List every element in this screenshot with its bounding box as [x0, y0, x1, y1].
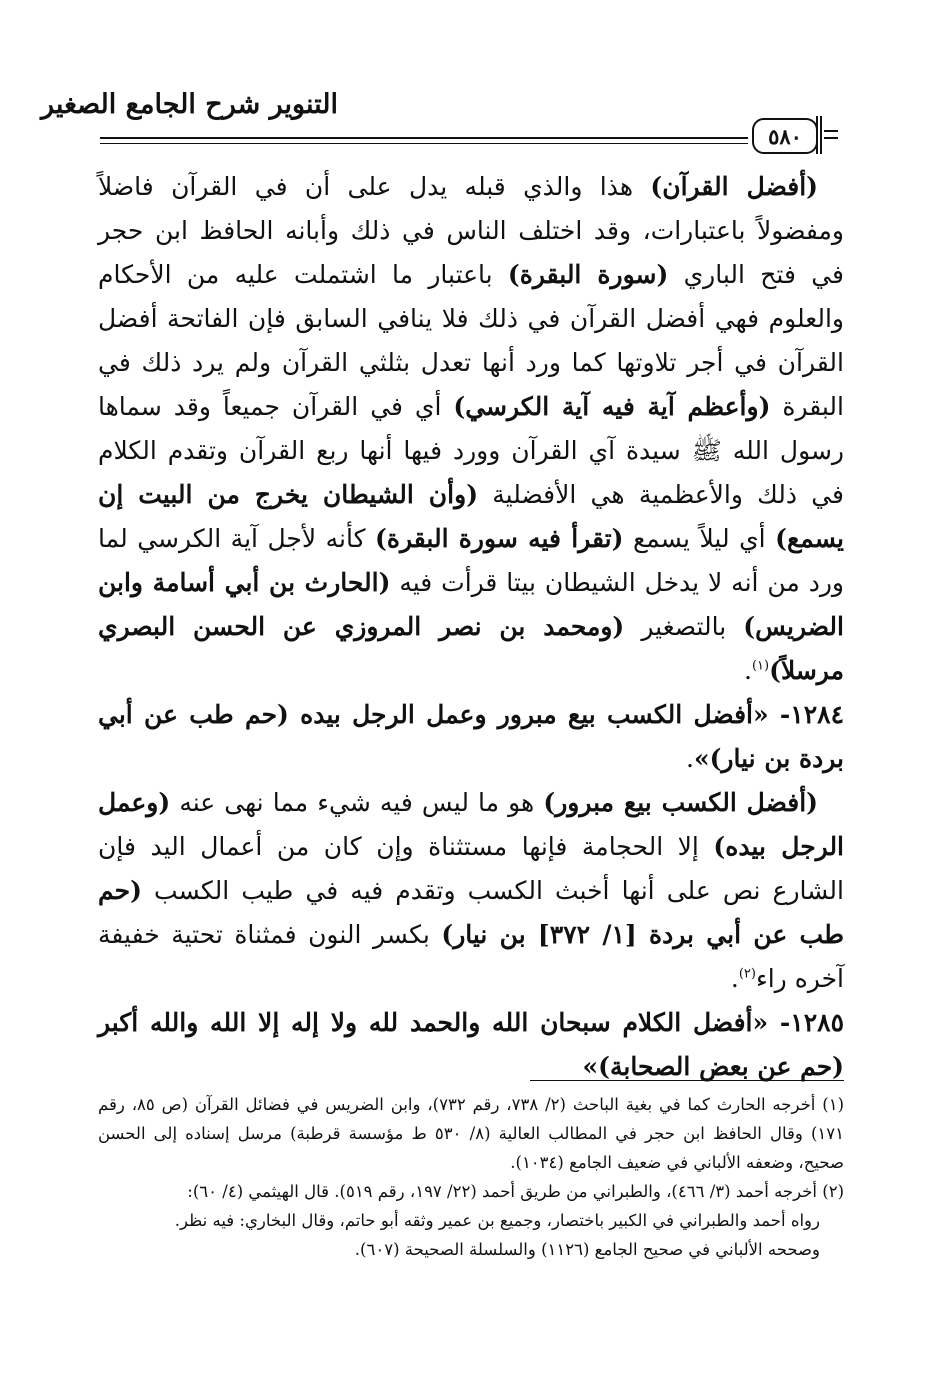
hadith-1284: [98, 693, 844, 781]
hadith-text: ١٢٨٥- «أفضل الكلام سبحان الله والحمد لله ولا إله إلا الله والله أكبر (حم عن بعض الصحابة)»: [98, 1008, 844, 1081]
page-number: ٥٨٠: [752, 118, 818, 154]
hadith-end: .: [686, 744, 694, 773]
commentary-text: باعتبار ما اشتملت عليه من الأحكام والعلوم فهي أفضل القرآن في ذلك فلا ينافي السابق فإن الفاتحة أفضل القرآن في أجر تلاوتها كما ورد أنها تعدل بثلثي القرآن ولم يرد ذلك في البقرة: [98, 260, 844, 421]
commentary-text: أي ليلاً يسمع: [623, 524, 776, 553]
hadith-1285: [98, 1001, 844, 1089]
commentary-paragraph-2: [98, 781, 844, 1001]
commentary-text: هو ما ليس فيه شيء مما نهى عنه: [170, 788, 544, 817]
commentary-paragraph-1: [98, 165, 844, 693]
running-title: التنوير شرح الجامع الصغير: [41, 89, 338, 120]
bold-quote: (وأعظم آية فيه آية الكرسي): [453, 392, 771, 421]
header-rule: [100, 137, 748, 139]
footnote-separator: [530, 1080, 844, 1081]
commentary-text: بكسر النون فمثناة تحتية خفيفة آخره راء: [98, 920, 844, 993]
commentary-text: أي في القرآن جميعاً وقد سماها رسول الله ﷺ سيدة آي القرآن وورد فيها أنها ربع القرآن وتقدم الكلام في ذلك والأعظمية هي الأفضلية: [98, 392, 844, 509]
hadith-text: ١٢٨٤- «أفضل الكسب بيع مبرور وعمل الرجل بيده (حم طب عن أبي بردة بن نيار)»: [98, 700, 844, 773]
main-text: [98, 165, 844, 1089]
header-rule-thin: [100, 143, 748, 144]
commentary-text: .: [744, 656, 752, 685]
footnote-2-continued: رواه أحمد والطبراني في الكبير باختصار، وجميع بن عمير وثقه أبو حاتم، وقال البخاري: فيه نظر.: [174, 1211, 820, 1230]
commentary-text: هذا والذي قبله يدل على أن في القرآن فاضلاً ومفضولاً باعتبارات، وقد اختلف الناس في ذلك وأبانه الحافظ ابن حجر في فتح الباري: [98, 172, 844, 289]
commentary-text: كأنه لأجل آية الكرسي لما ورد من أنه لا يدخل الشيطان بيتا قرأت فيه: [98, 524, 844, 597]
footnote-ref: (٢): [738, 966, 756, 982]
footnote-2-continued: وصححه الألباني في صحيح الجامع (١١٢٦) والسلسلة الصحيحة (٦٠٧).: [354, 1240, 820, 1259]
footnote-1: (١) أخرجه الحارث كما في بغية الباحث (٢/ ٧٣٨، رقم ٧٣٢)، وابن الضريس في فضائل القرآن (ص ٨٥، رقم ١٧١) وقال الحافظ ابن حجر في المطالب العالية (٨/ ٥٣٠ ط مؤسسة قرطبة) مرسل إسناده إلى الحسن صحيح، وضعفه الألباني في ضعيف الجامع (١٠٣٤).: [98, 1095, 844, 1172]
bold-quote: (أفضل القرآن): [650, 172, 818, 201]
bold-quote: (ومحمد بن نصر المروزي عن الحسن البصري مرسلاً): [98, 612, 844, 685]
footnote-ref: (١): [751, 658, 770, 674]
commentary-text: بالتصغير: [624, 612, 744, 641]
bold-quote: (وأن الشيطان يخرج من البيت إن يسمع): [98, 480, 844, 553]
footnotes: [98, 1090, 844, 1264]
commentary-text: .: [730, 964, 739, 993]
bold-quote: (أفضل الكسب بيع مبرور): [543, 788, 818, 817]
header-ornament: [816, 116, 840, 154]
footnote-2: (٢) أخرجه أحمد (٣/ ٤٦٦)، والطبراني من طريق أحمد (٢٢/ ١٩٧، رقم ٥١٩). قال الهيثمي (٤/ ٦٠):: [187, 1182, 844, 1201]
bold-quote: (حم طب عن أبي بردة [١/ ٣٧٢] بن نيار): [98, 876, 844, 949]
commentary-text: إلا الحجامة فإنها مستثناة وإن كان من أعمال اليد فإن الشارع نص على أنها أخبث الكسب وتقدم فيه في طيب الكسب: [98, 832, 844, 905]
bold-quote: (سورة البقرة): [507, 260, 669, 289]
bold-quote: (تقرأ فيه سورة البقرة): [375, 524, 624, 553]
bold-quote: (الحارث بن أبي أسامة وابن الضريس): [98, 568, 844, 641]
bold-quote: (وعمل الرجل بيده): [98, 788, 845, 861]
